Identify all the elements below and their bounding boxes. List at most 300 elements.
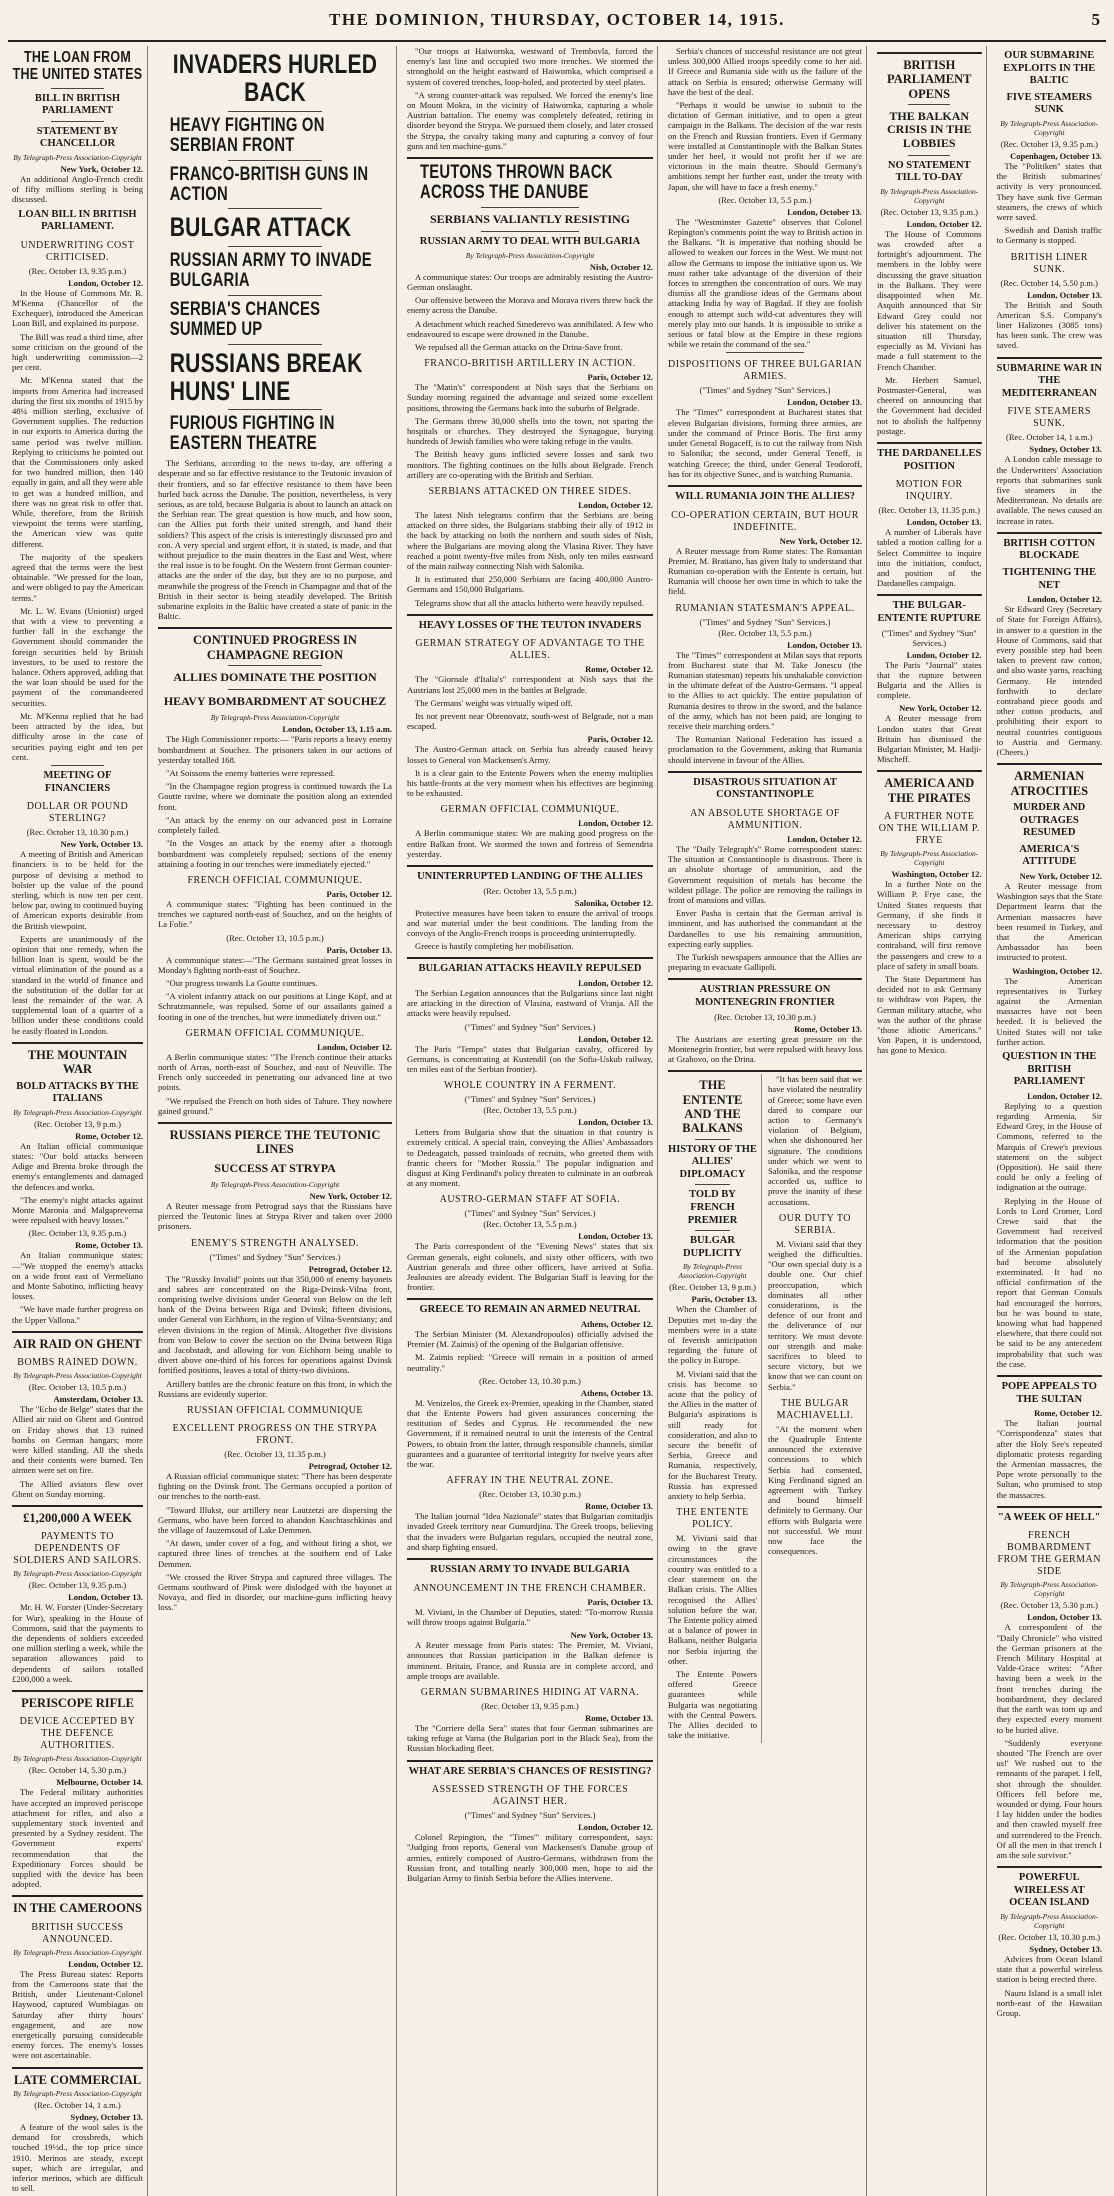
article-paragraph: "Our progress towards La Goutte continues. [166, 977, 318, 988]
main-headline: INVADERS HURLED BACK [172, 49, 378, 108]
received-time: (Rec. October 14, 5.30 p.m.) [28, 1765, 127, 1776]
section-rule [407, 157, 653, 159]
received-time: (Rec. October 13, 9 p.m.) [669, 1282, 756, 1293]
article-deck: FRENCH BOMBARDMENT FROM THE GERMAN SIDE [997, 1530, 1101, 1578]
divider [228, 295, 322, 296]
article-paragraph: M. Viviani said that the crisis has become so acute that the policy of the Allies in the matter of Bulgaria's aspirations is still ready for consideration, and also to secure the benefit of Serbia, Greece and Rumania, respectively, for the Bucharest Treaty. Russia has expressed anxiety to help Serbia. [668, 1368, 757, 1502]
dateline: Athens, October 13. [580, 1387, 653, 1398]
byline: By Telegraph-Press Association-Copyright [880, 849, 979, 868]
article-paragraph: M. Viviani said that they weighed the difficulties. "Our own special duty is a double one. Our chief preoccupation, which dominates all other considerations, is the defence of our front and the deliverance of our territory. We must devote our strength and make sacrifices to bleed to secure victory, but we know that we can count on Serbia." [768, 1238, 862, 1392]
sub-headline: GERMAN OFFICIAL COMMUNIQUE. [440, 804, 620, 816]
section-rule [668, 978, 862, 980]
article-headline: UNINTERRUPTED LANDING OF THE ALLIES [417, 871, 643, 882]
article-paragraph: "Perhaps it would be unwise to submit to the dictation of German initiative, and to open a great campaign in the Balkans. The decision of the war rests on the French and Russian frontiers. Even if Germany were installed at Constantinople with the Balkan States under her heel, it would not profit her if we are victorious in the main theatre. Should Germany's ambitions tempt her further east, under the treaty with Japan, she will have to face a fresh enemy." [668, 100, 862, 192]
received-time: (Rec. October 13, 5.5 p.m.) [483, 1105, 577, 1116]
article-headline: BULGARIAN ATTACKS HEAVILY REPULSED [418, 963, 642, 975]
dateline: London, October 13. [787, 206, 862, 217]
article-paragraph: M. Viviani said that owing to the grave circumstances the country was entitled to a clear statement on the Balkan crisis. The Allies recognised the Allies' solution before the war. The Entente policy aimed at a balance of power in Balkans, neither Bulgaria nor Serbia injuring the other. [668, 1533, 757, 1666]
dateline: Petrograd, October 12. [308, 1263, 392, 1274]
headline-deck: RUSSIAN ARMY TO INVADE BULGARIA [169, 249, 372, 291]
sub-headline: UNDERWRITING COST CRITICISED. [20, 239, 135, 263]
article-paragraph: Our offensive between the Morava and Morava rivers threw back the enemy across the Danube. [407, 295, 653, 316]
received-time: (Rec. October 13, 9.35 p.m.) [880, 206, 978, 217]
article-paragraph: M. Venizelos, the Greek ex-Premier, speaking in the Chamber, stated that the Entente Powers had given assurances concerning the restitution of Sedes and Cyprus. He recommended the new Government, if it remained neutral to unit the interests of the Central Powers, to obtain from the latter, through responsible channels, similar guarantees and a guarantee of territorial integrity for twelve years after the war. [407, 1397, 653, 1470]
article-headline: POPE APPEALS TO THE SULTAN [1001, 1381, 1097, 1405]
dateline: Rome, October 12. [1034, 1408, 1102, 1419]
dateline: London, October 12. [1027, 1090, 1102, 1101]
dateline: Amsterdam, October 13. [53, 1394, 143, 1405]
article-headline: WILL RUMANIA JOIN THE ALLIES? [674, 490, 856, 502]
dateline: Paris, October 13. [587, 1596, 653, 1607]
headline-deck: RUSSIANS BREAK HUNS' LINE [169, 347, 363, 406]
article-paragraph: "A strong counter-attack was repulsed. We forced the enemy's line on Mount Mokra, in the vicinity of Haiwornka, capturing a whole Austrian battalion. The enemy was completely defeated, retiring in disorder beyond the Strypa. We pursued them closely, and later crossed the Strypa, the cavalry taking many and capturing a convoy of four guns and ten machine-guns." [407, 89, 653, 151]
article-deck: FIVE STEAMERS SUNK [1006, 91, 1092, 116]
article-paragraph: Sir Edward Grey (Secretary of State for Foreign Affairs), in answer to a question in the House of Commons, said that every possible step had been taken to prevent raw cotton, and also waste yarns, reaching Germany. He intended forthwith to declare contraband piece goods and other cotton products, and prohibiting their export to neutral countries contiguous to Austria and Germany. (Cheers.) [996, 604, 1102, 758]
article-paragraph: Replying in the House of Lords to Lord Cromer, Lord Crewe said that the Government had received information that the position of the Armenian population had become absolutely exterminated. It had no official confirmation of the report that German Consuls had encouraged the horrors, but he was bound to state, knowing what had happened elsewhere, that there could not be said to be any antecedent improbability that such was the case. [996, 1195, 1102, 1369]
divider [726, 352, 804, 353]
headline-deck: BULGAR ATTACK [169, 212, 352, 243]
sub-headline: AUSTRO-GERMAN STAFF AT SOFIA. [439, 1194, 621, 1206]
sub-headline: AFFRAY IN THE NEUTRAL ZONE. [446, 1475, 614, 1487]
article-paragraph: The latest Nish telegrams confirm that the Serbians are being attacked on three sides, the Bulgarians stabbing their ally of 1912 in the back by attacking on both the northern and south sides of Nish, where the Bulgarians are moving along the Vlasina River. They have reached a point twenty-five miles from Nish, only ten miles eastward of the main railway connecting Nish with Salonika. [407, 509, 653, 571]
article-paragraph: "Toward Illukst, our artillery near Lautzetzi are dispersing the Germans, who have been forced to abandon Kaschtaschkinas and the village of Jauzemsoud of Lake Demmen. [158, 1504, 392, 1535]
article-paragraph: The British heavy guns inflicted severe losses and sank two monitors. The fighting continues on the hills about Belgrade. French artillery are co-operating with the British and Serbian. [407, 449, 653, 480]
dateline: London, October 12. [578, 978, 653, 988]
byline: By Telegraph-Press Association-Copyright [13, 1754, 142, 1764]
byline: By Telegraph-Press Association-Copyright [13, 1947, 142, 1957]
received-time: (Rec. October 14, 1 a.m.) [1006, 432, 1093, 443]
article-deck: BOLD ATTACKS BY THE ITALIANS [16, 1080, 139, 1105]
article-paragraph: The Italian journal "Corrispondenza" states that after the Holy See's repeated diplomatic protests regarding the Armenian massacres, the Pope wrote personally to the Sultan, who promised to stop the massacres. [996, 1418, 1102, 1500]
section-rule [997, 1506, 1103, 1508]
section-rule [668, 485, 862, 487]
article-paragraph: "Suddenly everyone shouted 'The French are over us!' We rushed out to the remnants of the parapet. I fell, shot through the shoulder. Officers fell before me, wounded or dying. Four hours I lay hidden under the bodies and then crawled myself free and surrendered to the French. Of all the men in that trench I am the sole survivor." [996, 1737, 1102, 1860]
article-paragraph: When the Chamber of Deputies met to-day the members were in a state of feverish anticipation regarding the future of the policy in Europe. [668, 1304, 757, 1366]
article-paragraph: Swedish and Danish traffic to Germany is stopped. [996, 225, 1102, 246]
byline: By Telegraph-Press Association-Copyright [13, 1569, 142, 1579]
divider [695, 1184, 731, 1185]
dateline: Washington, October 12. [1011, 965, 1102, 976]
article-paragraph: A detachment which reached Smederevo was annihilated. A few who endeavoured to escape were drowned in the Danube. [407, 318, 653, 339]
article-paragraph: Artillery battles are the chronic feature on this front, in which the Russians are evidently superior. [158, 1378, 392, 1399]
dateline: Paris, October 12. [587, 372, 653, 383]
divider [228, 409, 322, 410]
column-grid [8, 46, 1106, 2194]
article-paragraph: The "Westminster Gazette" observes that Colonel Repington's comments point the way to British action in the Balkans. "It is imperative that nothing should be allowed to weaken our forces in the West. We must not allow the Germans to impose the initiative upon us. We must rather take advantage of the diversion of their forces to strengthen the concentration of ours. We may dismiss all the grandiose ideas of the Germans about attacking India by way of Bagdad. If they are foolish enough to attempt such wild-cat adventures they will merely play into our hands. It is impossible to strike a serious or fatal blow at the Empire in these regions while we retain the command of the sea." [668, 216, 862, 350]
received-time: (Rec. October 13, 10.30 p.m.) [479, 1375, 581, 1386]
dateline: Rome, October 13. [585, 1501, 653, 1512]
article-paragraph: "In the Champagne region progress is continued towards the La Goutte ravine, where we dominate the position along an extended front. [158, 781, 392, 812]
article-headline: RUSSIAN ARMY TO INVADE BULGARIA [430, 1564, 630, 1576]
byline: By Telegraph-Press Association-Copyright [13, 1107, 142, 1117]
headline-deck: FRANCO-BRITISH GUNS IN ACTION [169, 163, 369, 205]
article-paragraph: The "Times'" correspondent at Bucharest states that eleven Bulgarian divisions, forming three armies, are under the command of Prince Boris. The first army under General Bogaceff, is to cut the railway from Nish to Salonika; the second, under General Teneff, is watching Greece; the third, under General Teodoroff, has for its objective Sunec, and is watching Rumania. [668, 407, 862, 479]
received-time: ("Times" and Sydney "Sun" Services.) [464, 1021, 596, 1032]
article-paragraph: Mr. M'Kenna stated that the imports from America had increased during the first six months of 1915 by 48¼ million sterling, exclusive of Government supplies. The reduction in our exports to America during the same period was twelve million. Replying to criticisms he pointed out that the Commissioners only asked for two hundred million, then 140 equally in gain, and all they were able to get was a hundred million, and there was no great risk to offer that. While, therefore, from the British viewpoint the terms were startling, the American view was quite different. [12, 375, 143, 549]
dateline: London, October 12. [906, 218, 982, 229]
article-paragraph: Experts are unanimously of the opinion that one remedy, when the billion loan is spent, would be the virtual elimination of the pound as a standard in the world of finance and the substitution of the dollar for at least the remainder of the war. A supplemental loan of a quarter of a billion under these conditions could be easily floated in London. [12, 933, 143, 1036]
dateline: London, October 12. [68, 1958, 143, 1969]
headline-deck: SERBIA'S CHANCES SUMMED UP [169, 298, 321, 340]
section-rule [12, 2067, 143, 2069]
divider [695, 1230, 731, 1231]
article-paragraph: "We repulsed the French on both sides of Tahure. They nowhere gained ground." [158, 1095, 392, 1116]
dateline: Rome, October 13. [794, 1023, 862, 1034]
section-rule [668, 771, 862, 773]
received-time: (Rec. October 13, 11.35 p.m.) [224, 1448, 326, 1459]
received-time: (Rec. October 13, 9.35 p.m.) [28, 1228, 127, 1239]
article-paragraph: "A violent infantry attack on our positions at Linge Kopf, and at Schratzmannele, was repulsed. Some of our assailants gained a footing in one of the trenches, but were immediately driven out." [158, 991, 392, 1022]
article-deck: BULGAR DUPLICITY [683, 1235, 742, 1259]
sub-headline: WHOLE COUNTRY IN A FERMENT. [443, 1080, 617, 1092]
article-paragraph: "At the moment when the Quadruple Entente announced the extensive concessions to which Serbia had consented, King Ferdinand signed an agreement with Turkey and bound himself definitely to Germany. Our efforts with Bulgaria were not successful. We must now face the consequences. [768, 1423, 862, 1557]
article-headline: PERISCOPE RIFLE [21, 1695, 134, 1710]
sub-headline: FRENCH OFFICIAL COMMUNIQUE. [187, 874, 363, 886]
divider [228, 689, 322, 690]
article-paragraph: The Paris "Journal" states that the rupture between Bulgaria and the Allies is complete. [877, 659, 982, 701]
byline: By Telegraph-Press Association-Copyright [1000, 118, 1099, 137]
divider [228, 665, 322, 666]
sub-headline: RUSSIAN OFFICIAL COMMUNIQUE [187, 1404, 363, 1416]
article-paragraph: Its not prevent near Obrenovatz, south-west of Belgrade, not a man escaped. [407, 710, 653, 732]
masthead-title: THE DOMINION, THURSDAY, OCTOBER 14, 1915. [329, 10, 785, 29]
headline-deck: FURIOUS FIGHTING IN EASTERN THEATRE [169, 413, 335, 455]
article-paragraph: A feature of the wool sales is the demand for crossbreds, which touched 19½d., the top price since 1910. Merinos are steady, except super, which are irregular, and inferior merinos, which are difficult to sell. [12, 2121, 143, 2194]
article-paragraph: "Our troops at Haiwornka, westward of Trembovla, forced the enemy's last line and occupied two more trenches. We stormed the stronghold on the height eastward of Haiwornka, which comprised a system of covered trenches, loop-holed, and protected by steel plates. [407, 46, 653, 87]
dateline: Athens, October 12. [580, 1319, 653, 1330]
article-deck: THE BALKAN CRISIS IN THE LOBBIES [887, 109, 972, 150]
dateline: London, October 13. [578, 1117, 653, 1128]
dateline: Paris, October 12. [326, 888, 392, 899]
article-headline: AMERICA AND THE PIRATES [884, 776, 975, 805]
article-deck: NO STATEMENT TILL TO-DAY [887, 159, 971, 184]
dateline: London, October 13, 1.15 a.m. [282, 724, 392, 735]
two-column-article [668, 1074, 862, 1743]
article-paragraph: The Austrians are exerting great pressure on the Montenegrin frontier, but were repulsed with heavy loss at Grahovo, on the Drina. [668, 1033, 862, 1064]
section-rule [877, 442, 982, 444]
received-time: (Rec. October 14, 5.50 p.m.) [1000, 277, 1098, 288]
article-headline: LATE COMMERCIAL [13, 2072, 142, 2087]
article-paragraph: Mr. H. W. Forster (Under-Secretary for War), speaking in the House of Commons, said that the payments to the dependents of soldiers exceeded one million sterling a week, while the separation allowances paid to dependents of sailors totalled £200,000 a week. [12, 1602, 143, 1684]
article-paragraph: Enver Pasha is certain that the German arrival is imminent, and has authorised the commandant at the Dardanelles to use his remaining ammunition, expecting early supplies. [668, 908, 862, 949]
article-paragraph: The Austro-German attack on Serbia has already caused heavy losses to General von Mackensen's Army. [407, 744, 653, 765]
section-rule [407, 865, 653, 867]
article-headline: CONTINUED PROGRESS IN CHAMPAGNE REGION [193, 633, 357, 662]
article-deck: ALLIES DOMINATE THE POSITION [173, 670, 377, 685]
article-paragraph: The Press Bureau states: Reports from the Cameroons state that the British, under Lieutenant-Colonel Haywood, captured Wumbiagas on Saturday after thirty hours' engagement, and are now energetically pursuing considerable enemy forces. The enemy's losses were not ascertainable. [12, 1968, 143, 2061]
divider [695, 1139, 731, 1140]
divider [908, 104, 950, 105]
dateline: Nish, October 12. [589, 261, 653, 272]
section-rule [407, 1760, 653, 1762]
article-deck: AMERICA'S ATTITUDE [1019, 843, 1080, 868]
article-paragraph: A correspondent of the "Daily Chronicle" who visited the German prisoners at the French Military Hospital at Valde-Grace writes: "After having been a week in the front trenches during the bombardment, they declared that the earth was torn up and they expected every moment to be buried alive. [996, 1622, 1102, 1735]
article-paragraph: "At dawn, under cover of a fog, and without firing a shot, we captured three lines of trenches at the southern end of Lake Demmen. [158, 1538, 392, 1569]
article-paragraph: Mr. L. W. Evans (Unionist) urged that with a view to preventing a further fall in the exchange the Government should commander the foreign securities held by British investors, to be used to restore the balance. Others approved, adding that the war loan should be used for the payment of the commandeered securities. [12, 605, 143, 708]
received-time: (Rec. October 13, 9.35 p.m.) [28, 265, 127, 276]
article-paragraph: A number of Liberals have tabled a motion calling for a Select Committee to inquire into the initiation, conduct, and position of the Dardanelles campaign. [877, 527, 982, 589]
received-time: (Rec. October 14, 1 a.m.) [34, 2099, 121, 2110]
article-paragraph: The American representatives in Turkey against the Armenian massacres have not been heeded. It is believed the United States will not take further action. [996, 975, 1102, 1047]
section-rule [12, 1895, 143, 1897]
dateline: New York, October 12. [899, 703, 982, 714]
dateline: New York, October 13. [60, 839, 143, 850]
article-paragraph: The High Commissioner reports:— "Paris reports a heavy enemy bombardment at Souchez. The prisoners taken in our actions of yesterday totalled 168. [158, 734, 392, 765]
column-5 [873, 46, 987, 2196]
article-headline: HEAVY LOSSES OF THE TEUTON INVADERS [418, 619, 642, 631]
article-paragraph: The State Department has decided not to ask Germany to withdraw von Papen, the German military attache, who was the author of the phrase "those idiotic Americans." Von Papen, it is understood, has gone to Mexico. [877, 973, 982, 1056]
dateline: London, October 12. [68, 277, 143, 288]
article-headline: BRITISH PARLIAMENT OPENS [887, 58, 972, 101]
article-paragraph: The "Matin's" correspondent at Nish says that the Serbians on Sunday morning regained the advantage and seized some excellent positions, throwing the Germans back into the suburbs of Belgrade. [407, 382, 653, 413]
dateline: Washington, October 12. [891, 869, 982, 880]
dateline: Sydney, October 13. [70, 2111, 143, 2122]
column-1 [8, 46, 148, 2196]
section-rule [997, 1866, 1103, 1868]
article-headline: ARMENIAN ATROCITIES [1010, 769, 1089, 798]
summary-paragraph: The Serbians, according to the news to-day, are offering a desperate and so far effective resistance to the Teutonic invasion of their frontiers, and so far effective resistance to them have been hurled back across the Danube. The position, nevertheless, is very serious, as are told, because Bulgaria is about to launch an attack on the Serbian rear. The great question is how much, and how soon, can the Allies put forth their united strength, and hand their soldiers? This aspect of the crisis is interestingly discussed pro and con. A very special and urgent effort, it is stated, is made, and that without prejudice to the main theatres in the East and West, where the real issue is to be fought. On the Western front German counter-attacks are the order of the day, but they are to no purpose, and meanwhile the progress of the French in Champagne and that of the British in their sector is being steadily developed. The British submarine exploits in the Baltic have created a state of panic in the Baltic. [158, 458, 392, 622]
section-rule [997, 1375, 1103, 1377]
dateline: London, October 13. [787, 639, 862, 650]
divider [481, 207, 579, 208]
dateline: London, October 13. [1027, 1612, 1102, 1623]
article-headline: SUBMARINE WAR IN THE MEDITERRANEAN [996, 362, 1102, 399]
section-rule [12, 1042, 143, 1044]
received-time: (Rec. October 13, 10.30 p.m.) [479, 1489, 581, 1500]
article-paragraph: A communique states: "Fighting has been continued in the trenches we captured north-east of Souchez, and on the heights of La Folie." [158, 898, 392, 930]
sub-headline: CO-OPERATION CERTAIN, BUT HOUR INDEFINITE. [671, 509, 859, 533]
article-paragraph: The Federal military authorities have accepted an improved periscope attachment for rifles, and also a supplementary stock invented and presented by a Sydney resident. The Government experts' recommendation that the Expeditionary Forces should be supplied with the device has been adopted. [12, 1787, 143, 1890]
received-time: ("Times" and Sydney "Sun" Services.) [464, 1094, 596, 1105]
received-time: ("Times" and Sydney "Sun" Services.) [699, 385, 831, 396]
dateline: New York, October 12. [779, 535, 862, 546]
sub-headline: THE BULGAR MACHIAVELLI. [776, 1397, 854, 1421]
article-paragraph: An Italian communique states:—"We stopped the enemy's attacks on a wide front east of Vermeliano and Monte Sabotino, inflicting heavy losses. [12, 1250, 143, 1302]
dateline: London, October 13. [787, 397, 862, 408]
article-headline: IN THE CAMEROONS [13, 1901, 142, 1916]
dateline: London, October 12. [787, 833, 862, 844]
article-paragraph: The Allied aviators flew over Ghent on Sunday morning. [12, 1478, 143, 1499]
article-paragraph: "It has been said that we have violated the neutrality of Greece; some have even dared to compare our action to Germany's violation of Belgium, when she dishonoured her signature. The conditions under which we went to Salonika, and the response accorded us, suffice to prove the inanity of these accusations. [768, 1074, 862, 1207]
column-3 [403, 46, 658, 2196]
dateline: Paris, October 12. [587, 734, 653, 745]
article-deck: MURDER AND OUTRAGES RESUMED [1013, 801, 1086, 839]
received-time: (Rec. October 13, 10.5 p.m.) [28, 1382, 127, 1393]
byline: By Telegraph-Press Association-Copyright [210, 1179, 340, 1189]
dateline: London, October 12. [1027, 594, 1102, 605]
section-rule [877, 770, 982, 772]
dateline: Petrograd, October 12. [308, 1460, 392, 1471]
article-headline: TEUTONS THROWN BACK ACROSS THE DANUBE [420, 162, 613, 203]
section-rule [997, 763, 1103, 765]
received-time: (Rec. October 13, 11.35 p.m.) [878, 505, 980, 516]
split-left [668, 1074, 762, 1743]
dateline: Rome, October 12. [585, 664, 653, 675]
article-paragraph: "At Soissons the enemy batteries were repressed. [166, 768, 335, 779]
divider [228, 111, 322, 112]
article-paragraph: The Turkish newspapers announce that the Allies are preparing to evacuate Gallipoli. [668, 951, 862, 973]
received-time: (Rec. October 13, 10.30 p.m.) [998, 1931, 1101, 1942]
section-rule [877, 52, 982, 54]
article-paragraph: A Reuter message from Washington says that the State Department learns that the Armenian massacres have been resumed in Turkey, and that the American Ambassador has been instructed to protest. [996, 880, 1102, 963]
article-paragraph: In a further Note on the William P. Frye case, the United States requests that Germany, if she finds it necessary to destroy American ships carrying contraband, will first remove the passengers and crew to a place of safety in small boats. [877, 879, 982, 971]
article-paragraph: "We have made further progress on the Upper Vallona." [12, 1304, 143, 1325]
section-rule [12, 1690, 143, 1692]
dateline: London, October 12. [906, 649, 982, 660]
received-time: ("Times" and Sydney "Sun" Services.) [699, 616, 831, 627]
dateline: Sydney, October 13. [1029, 444, 1102, 455]
article-paragraph: The Italian journal "Idea Nazionale" states that Bulgarian comitadjis invaded Greek territory near Gumurdjina. The Greek troops, believing that the invaders were Bulgarian regulars, occupied the neutral zone, and sharp fighting ensued. [407, 1511, 653, 1552]
dateline: Paris, October 13. [691, 1294, 757, 1305]
article-deck: STATEMENT BY CHANCELLOR [36, 125, 119, 150]
article-paragraph: It is a clear gain to the Entente Powers when the enemy multiplies his battle-fronts at the very moment when his effectives are beginning to be exhausted. [407, 767, 653, 799]
received-time: ("Times" and Sydney "Sun" Services.) [209, 1251, 341, 1262]
article-paragraph: A Reuter message from London states that Great Britain has dismissed the Bulgarian Minister, M. Hadji-Mischeff. [877, 713, 982, 765]
article-headline: THE DARDANELLES POSITION [877, 447, 982, 472]
article-paragraph: Mr. Herbert Samuel, Postmaster-General, was cheered on announcing that the Government had decided not to abolish the halfpenny postage. [877, 374, 982, 436]
received-time: (Rec. October 13, 5.5 p.m.) [718, 194, 812, 205]
section-rule [158, 627, 392, 629]
headline-deck: HEAVY FIGHTING ON SERBIAN FRONT [169, 114, 325, 156]
article-paragraph: It is estimated that 250,000 Serbians are facing 400,000 Austro-Germans and 150,000 Bulgarians. [407, 574, 653, 595]
article-headline: MEETING OF FINANCIERS [43, 769, 112, 794]
divider [481, 231, 579, 232]
sub-headline: DISPOSITIONS OF THREE BULGARIAN ARMIES. [668, 359, 862, 383]
column-4 [664, 46, 867, 2196]
article-paragraph: The House of Commons was crowded after a fortnight's adjournment. The members in the lobby were discussing the grave situation in the Balkans. They were disappointed when Mr. Asquith announced that Sir Edward Grey could not deliver his statement on the situation till Thursday, especially as M. Viviani has made a full statement to the French Chamber. [877, 228, 982, 372]
divider [908, 155, 950, 156]
dateline: Rome, October 12. [75, 1130, 143, 1141]
article-paragraph: A communique states:—"The Germans sustained great losses in Monday's fighting north-east of Souchez. [158, 954, 392, 975]
article-paragraph: Nauru Island is a small islet north-east of the Hawaiian Group. [996, 1987, 1102, 2018]
article-deck: SERBIANS VALIANTLY RESISTING [429, 211, 631, 226]
split-right [768, 1074, 862, 1743]
dateline: London, October 12. [578, 1033, 653, 1044]
divider [51, 121, 103, 122]
article-paragraph: "In the Vosges an attack by the enemy after a thorough bombardment was completely repulsed; sections of the enemy attaining a footing in our trenches were immediately ejected." [158, 838, 392, 869]
sub-headline: EXCELLENT PROGRESS ON THE STRYPA FRONT. [172, 1422, 378, 1446]
article-headline: GREECE TO REMAIN AN ARMED NEUTRAL [419, 1304, 641, 1316]
dateline: New York, October 13. [570, 1630, 653, 1641]
sub-headline: FIVE STEAMERS SUNK. [1007, 406, 1091, 430]
article-headline: RUSSIANS PIERCE THE TEUTONIC LINES [169, 1127, 381, 1157]
column-2 [154, 46, 397, 2196]
byline: By Telegraph-Press Association-Copyright [1000, 1580, 1099, 1599]
article-paragraph: We repulsed all the German attacks on the Drina-Save front. [415, 341, 623, 352]
received-time: (Rec. October 13, 5.5 p.m.) [483, 885, 577, 896]
section-rule [12, 1331, 143, 1333]
article-deck: BOMBS RAINED DOWN. [17, 1357, 138, 1369]
received-time: ("Times" and Sydney "Sun" Services.) [464, 1208, 596, 1219]
byline: By Telegraph-Press Association-Copyright [1000, 1911, 1099, 1930]
article-paragraph: Telegrams show that all the attacks hitherto were heavily repulsed. [415, 597, 644, 608]
article-headline: DISASTROUS SITUATION AT CONSTANTINOPLE [693, 776, 837, 801]
byline: By Telegraph-Press Association-Copyright [678, 1262, 747, 1281]
sub-headline: ASSESSED STRENGTH OF THE FORCES AGAINST HER. [431, 1784, 629, 1808]
article-headline: "A WEEK OF HELL" [998, 1511, 1101, 1523]
article-paragraph: The Paris correspondent of the "Evening News" states that six German generals, eight colonels, and sixty other officers, with two Austrian generals and three other officers, have arrived at Sofia. Jealousies are already evident. The Bulgarian Staff is leaving for the frontier. [407, 1241, 653, 1293]
article-paragraph: The "Echo de Belge" states that the Allied air raid on Ghent and Gontrod on Friday shows that 13 ruined bombs on German hangars; more were killed standing. All the sheds and their contents were burned. Ten airmen were set on fire. [12, 1404, 143, 1476]
article-paragraph: M. Viviani, in the Chamber of Deputies, stated: "To-morrow Russia will throw troops against Bulgaria." [407, 1606, 653, 1627]
article-headline: AIR RAID ON GHENT [13, 1336, 142, 1351]
article-paragraph: The "Corriere della Sera" states that four German submarines are taking refuge at Varna (the Bulgarian port in the Black Sea), from the Russian blockading fleet. [407, 1722, 653, 1754]
dateline: London, October 13. [1027, 289, 1102, 300]
received-time: (Rec. October 13, 5.30 p.m.) [1000, 1600, 1098, 1611]
article-paragraph: A Russian official communique states: "There has been desperate fighting on the Dvinsk front. The Germans occupied a portion of our trenches to the north-east. [158, 1470, 392, 1502]
received-time: (Rec. October 13, 5.5 p.m.) [718, 627, 812, 638]
article-deck: SUCCESS AT STRYPA [214, 1160, 336, 1175]
dateline: Paris, October 13. [326, 944, 392, 955]
dateline: London, October 13. [68, 1592, 143, 1603]
article-deck: RUSSIAN ARMY TO DEAL WITH BULGARIA [419, 236, 641, 248]
article-deck: PAYMENTS TO DEPENDENTS OF SOLDIERS AND SAILORS. [13, 1531, 142, 1567]
divider [228, 160, 322, 161]
article-paragraph: Mr. M'Kenna replied that he had been attracted by the idea, but difficulty arose in the case of securities paying eight and ten per cent. [12, 710, 143, 762]
dateline: Rome, October 13. [585, 1712, 653, 1723]
article-paragraph: "An attack by the enemy on our advanced post in Lorraine completely failed. [158, 814, 392, 836]
article-headline: THE LOAN FROM THE UNITED STATES [12, 49, 143, 83]
article-headline: OUR SUBMARINE EXPLOITS IN THE BALTIC [1003, 50, 1096, 87]
section-rule [997, 357, 1103, 359]
article-paragraph: "We crossed the River Strypa and captured three villages. The Germans southward of Pinsk were dislodged with the bayonet at Novaya, and fled in disorder, our machine-guns inflicting heavy loss." [158, 1571, 392, 1613]
dateline: London, October 13. [578, 1231, 653, 1242]
section-rule [407, 1558, 653, 1560]
article-paragraph: Advices from Ocean Island state that a powerful wireless station is being erected there. [996, 1953, 1102, 1985]
article-paragraph: A Reuter message from Rome states: The Rumanian Premier, M. Bratiano, has given Italy to understand that Rumanian co-operation with the Entente is certain, but Rumania will choose her own time in which to take the field. [668, 545, 862, 597]
article-paragraph: M. Zaimis replied: "Greece will remain in a position of armed neutrality." [407, 1352, 653, 1373]
received-time: (Rec. October 13, 9 p.m.) [34, 1118, 121, 1129]
article-paragraph: The Rumanian National Federation has issued a proclamation to the Government, asking that Rumania should intervene in favour of the Allies. [668, 734, 862, 765]
sub-headline: ENEMY'S STRENGTH ANALYSED. [191, 1237, 359, 1249]
sub-headline: SERBIANS ATTACKED ON THREE SIDES. [428, 485, 632, 497]
sub-headline: DOLLAR OR POUND STERLING? [26, 801, 129, 825]
received-time: ("Times" and Sydney "Sun" Services.) [464, 1810, 596, 1821]
article-paragraph: A Reuter message from Petrograd says that the Russians have pierced the Teutonic lines at Strypa River and taken over 2000 prisoners. [158, 1200, 392, 1232]
section-rule [158, 1122, 392, 1124]
article-paragraph: Protective measures have been taken to ensure the arrival of troops and war material under the best conditions. The landing from the convoys of the Anglo-French troops is proceeding uninterruptedly. [407, 907, 653, 938]
article-paragraph: An Italian official communique states: "Our bold attacks between Adige and Brenta broke through the enemy's entanglements and damaged the defences and works. [12, 1140, 143, 1192]
article-headline: WHAT ARE SERBIA'S CHANCES OF RESISTING? [408, 1765, 652, 1777]
sub-headline: AN ABSOLUTE SHORTAGE OF AMMUNITION. [690, 807, 840, 831]
divider [51, 765, 103, 766]
sub-headline: LOAN BILL IN BRITISH PARLIAMENT. [18, 208, 137, 233]
article-paragraph: An additional Anglo-French credit of fifty millions sterling is being discussed. [12, 173, 143, 205]
dateline: London, October 12. [578, 818, 653, 829]
article-deck: BRITISH SUCCESS ANNOUNCED. [31, 1921, 124, 1945]
dateline: London, October 12. [578, 499, 653, 510]
sub-headline: OUR DUTY TO SERBIA. [779, 1212, 851, 1236]
article-paragraph: The Germans threw 30,000 shells into the town, not sparing the hospitals or churches. They destroyed the Synagogue, burying hundreds of Jewish families who were taking refuge in the vaults. [407, 415, 653, 447]
article-paragraph: The Bill was read a third time, after some criticism on the ground of the high underwriting commission—2 per cent. [12, 331, 143, 373]
divider [228, 344, 322, 345]
article-paragraph: The "Politiken" states that the British submarines' activity is very pronounced. They have sunk five German steamers, the crews of which were saved. [996, 160, 1102, 222]
dateline: London, October 12. [317, 1041, 392, 1052]
byline: By Telegraph-Press Association-Copyright [210, 713, 340, 723]
article-deck: HEAVY BOMBARDMENT AT SOUCHEZ [163, 694, 387, 709]
section-rule [407, 614, 653, 616]
article-paragraph: Colonel Repington, the "Times'" military correspondent, says: "Judging from reports, General von Mackensen's Danube group of armies, entirely composed of Austro-Germans, withdrawn from the Russian front, and totalling nearly 300,000 men, hope to aid the Bulgarian Army to finish Serbia before the Allies intervene. [407, 1832, 653, 1883]
received-time: (Rec. October 13, 10.30 p.m.) [714, 1011, 816, 1022]
sub-headline: FRANCO-BRITISH ARTILLERY IN ACTION. [424, 358, 636, 370]
article-headline: £1,200,000 A WEEK [23, 1510, 132, 1525]
sub-headline: BRITISH LINER SUNK. [1010, 251, 1088, 275]
article-paragraph: The Serbian Legation announces that the Bulgarians since last night are attacking in the direction of Vlasina, eastward of Vranja. All the attacks were heavily repulsed. [407, 988, 653, 1019]
page-number: 5 [1091, 10, 1100, 29]
section-rule [997, 532, 1103, 534]
article-paragraph: Greece is hastily completing her mobilisation. [415, 941, 574, 952]
article-headline: THE ENTENTE AND THE BALKANS [682, 1078, 743, 1136]
article-paragraph: A London cable message to the Underwriters' Association reports that submarines sunk five steamers in the Mediterranean. No details are available. The news caused an increase in rates. [996, 454, 1102, 526]
